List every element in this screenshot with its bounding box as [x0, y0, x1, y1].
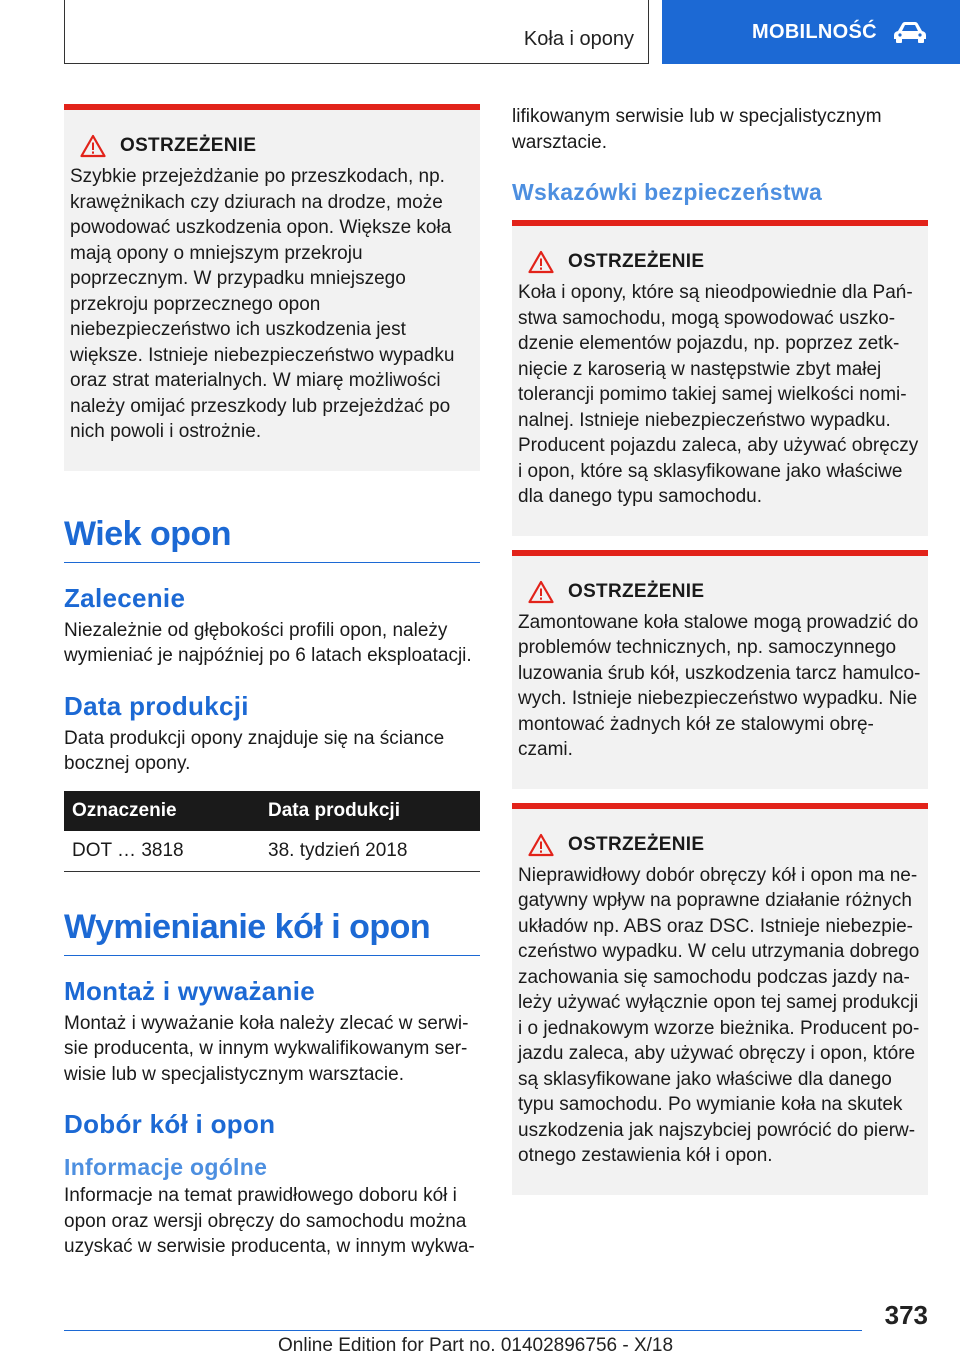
table-header-row: [64, 791, 480, 831]
heading-data-produkcji: Data produkcji: [64, 690, 249, 721]
warning-text: Zamontowane koła stalowe mogą prowadzić do problemów technicznych, np. samoczynnego luzowania śrub kół, uszkodzenia tarcz hamulcowych. Istnieje niebezpieczeństwo wypadku. Nie montować żadnych kół ze stalowymi obręczami.: [518, 611, 921, 760]
table-header-cell: Data produkcji: [260, 791, 480, 831]
heading-wymienianie: Wymienianie kół i opon: [64, 908, 480, 956]
warning-triangle-icon: [528, 250, 554, 274]
heading-dobor: Dobór kół i opon: [64, 1109, 276, 1139]
warning-text: Nieprawidłowy dobór obręczy kół i opon ma negatywny wpływ na poprawne działanie różnych układów np. ABS oraz DSC. Istnieje niebezpieczeństwo wypadku. W celu utrzymania dobrego zachowania się samochodu podczas jazdy należy używać wyłącznie opon tej samej produkcji i o jednakowym wzorze bieżnika. Producent pojazdu zaleca, aby używać obręczy i opon, które są sklasyfikowane jako właściwe dla danego typu samochodu. Po wymianie koła na skutek uszkodzenia jak najszybciej powrócić do pierwotnego zestawienia kół i opon.: [518, 864, 920, 1166]
warning-box: [512, 220, 928, 536]
heading-wiek-opon: Wiek opon: [64, 515, 480, 563]
table-row: [64, 831, 480, 872]
warning-header: [70, 134, 474, 158]
warning-title: OSTRZEŻENIE: [568, 251, 705, 272]
footer-edition: Online Edition for Part no. 01402896756 - X/18: [278, 1335, 674, 1356]
chapter-tab-label: MOBILNOŚĆ: [752, 20, 877, 43]
chapter-tab[interactable]: [662, 0, 960, 64]
warning-title: OSTRZEŻENIE: [568, 580, 705, 602]
warning-triangle-icon: [528, 580, 554, 604]
warning-triangle-icon: [80, 134, 106, 158]
table-cell: DOT … 3818: [64, 831, 260, 872]
warning-text: Koła i opony, które są nieodpowiednie dla Państwa samochodu, mogą spowodować uszkodzenie elementów pojazdu, np. poprzez zetknięcie z karoserią w następstwie zbyt małej tolerancji pomimo takiej samej wielkości nominalnej. Istnieje niebezpieczeństwo wypadku. Producent pojazdu zaleca, aby używać obręczy i opon, które są sklasyfikowane jako właściwe dla danego typu samochodu.: [518, 282, 919, 507]
production-date-table: [64, 791, 480, 872]
car-icon: [893, 21, 927, 43]
warning-title: OSTRZEŻENIE: [120, 135, 257, 156]
warning-header: [518, 580, 922, 604]
heading-zalecenie: Zalecenie: [64, 582, 186, 613]
warning-box: [512, 550, 928, 789]
warning-box: [64, 104, 480, 471]
paragraph-informacje: Informacje na temat prawidłowego doboru kół i opon oraz wersji obręczy do samochodu można uzyskać w serwisie producenta, w innym wykwa-: [64, 1185, 475, 1257]
paragraph-continued: lifikowanym serwisie lub w specjalistycznym warsztacie.: [512, 106, 882, 153]
section-title: Koła i opony: [523, 28, 634, 50]
table-cell: 38. tydzień 2018: [260, 831, 480, 872]
warning-triangle-icon: [528, 833, 554, 857]
left-column: [64, 104, 480, 1260]
heading-informacje: Informacje ogólne: [64, 1154, 268, 1180]
footer-divider: [64, 1330, 862, 1331]
warning-title: OSTRZEŻENIE: [568, 833, 705, 855]
warning-text: Szybkie przejeżdżanie po przeszkodach, np. krawężnikach czy dziurach na drodze, może powodować uszkodzenia opon. Większe koła mają opony o mniejszym przekroju poprzecznym. W przypadku mniejszego przekroju poprzecznego opon niebezpieczeństwo ich uszkodzenia jest większe. Istnieje niebezpieczeństwo wypadku oraz strat materialnych. W miarę możliwości należy omijać przeszkody lub przejeżdżać po nich powoli i ostrożnie.: [70, 166, 455, 442]
warning-header: [518, 250, 922, 274]
paragraph-zalecenie: Niezależnie od głębokości profili opon, należy wymieniać je najpóźniej po 6 latach eksploatacji.: [64, 619, 472, 666]
paragraph-data-produkcji: Data produkcji opony znajduje się na ściance bocznej opony.: [64, 727, 445, 774]
heading-wskazowki: Wskazówki bezpieczeństwa: [512, 179, 823, 205]
warning-box: [512, 803, 928, 1195]
warning-header: [518, 833, 922, 857]
right-column: [512, 104, 928, 1209]
heading-montaz: Montaż i wyważanie: [64, 975, 316, 1006]
table-header-cell: Oznaczenie: [64, 791, 260, 831]
page-number: 373: [884, 1300, 928, 1330]
paragraph-montaz: Montaż i wyważanie koła należy zlecać w serwisie producenta, w innym wykwalifikowanym serwisie lub w specjalistycznym warsztacie.: [64, 1012, 469, 1085]
